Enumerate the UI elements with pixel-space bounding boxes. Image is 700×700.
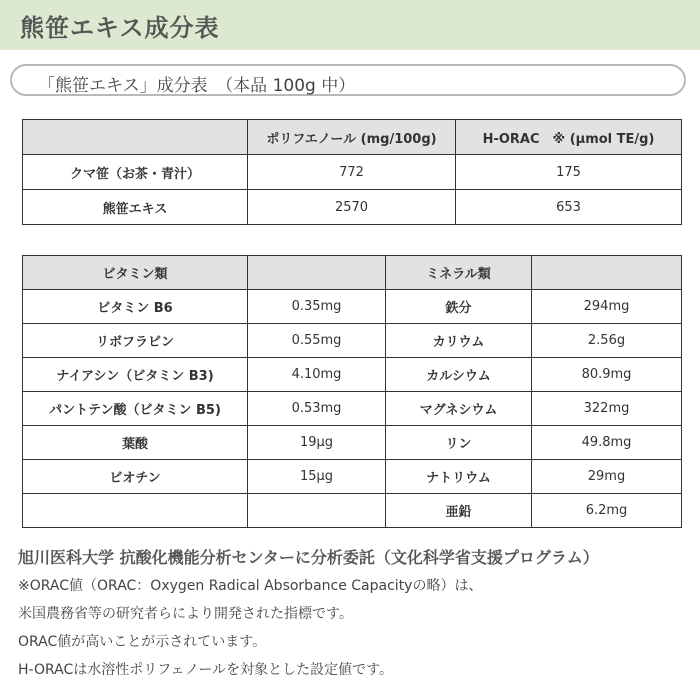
table-cell (23, 494, 248, 528)
note-line: H-ORACは水溶性ポリフェノールを対象とした設定値です。 (18, 662, 394, 678)
table-header-cell: H-ORAC ※ (μmol TE/g) (456, 120, 682, 155)
table-cell: 772 (248, 155, 456, 190)
table-cell: 322mg (532, 392, 682, 426)
table-cell: ナイアシン（ビタミン B3) (23, 358, 248, 392)
header-banner (0, 0, 700, 50)
table-row (23, 155, 682, 190)
table-cell: 鉄分 (386, 290, 532, 324)
notes-title: 旭川医科大学 抗酸化機能分析センターに分析委託（文化科学省支援プログラム） (18, 548, 599, 567)
note-line: ※ORAC値（ORAC：Oxygen Radical Absorbance Capacityの略）は、 (18, 578, 483, 594)
polyphenol-table (22, 119, 682, 225)
table-cell: 熊笹エキス (23, 190, 248, 225)
page-title: 熊笹エキス成分表 (20, 14, 220, 42)
table-row (23, 290, 682, 324)
table-cell: 葉酸 (23, 426, 248, 460)
table-header-cell (248, 256, 386, 290)
table-row (23, 426, 682, 460)
table-cell: ビタミン B6 (23, 290, 248, 324)
table-cell (248, 494, 386, 528)
table-cell: 6.2mg (532, 494, 682, 528)
table-cell: 2570 (248, 190, 456, 225)
table-row (23, 460, 682, 494)
table-cell: 49.8mg (532, 426, 682, 460)
table-cell: マグネシウム (386, 392, 532, 426)
table-row (23, 358, 682, 392)
notes-section (18, 545, 698, 689)
table-header-cell: ミネラル類 (386, 256, 532, 290)
table-cell: クマ笹（お茶・青汁） (23, 155, 248, 190)
table-header-cell: ビタミン類 (23, 256, 248, 290)
table-cell: パントテン酸（ビタミン B5) (23, 392, 248, 426)
nutrient-table (22, 255, 682, 528)
table-cell: ビオチン (23, 460, 248, 494)
table-cell: 0.35mg (248, 290, 386, 324)
table-cell: カルシウム (386, 358, 532, 392)
note-line: ORAC値が高いことが示されています。 (18, 634, 267, 650)
table-cell: ナトリウム (386, 460, 532, 494)
table-header-cell: ポリフエノール (mg/100g) (248, 120, 456, 155)
table-cell: 175 (456, 155, 682, 190)
table-row (23, 494, 682, 528)
table-row (23, 392, 682, 426)
table-cell: 0.55mg (248, 324, 386, 358)
table-cell: 80.9mg (532, 358, 682, 392)
table-cell: リン (386, 426, 532, 460)
table-row (23, 324, 682, 358)
table-header-row (23, 256, 682, 290)
table-cell: 15μg (248, 460, 386, 494)
table-cell: 653 (456, 190, 682, 225)
table-cell: 0.53mg (248, 392, 386, 426)
table-cell: 19μg (248, 426, 386, 460)
table-cell: カリウム (386, 324, 532, 358)
table-header-cell (532, 256, 682, 290)
table-row (23, 190, 682, 225)
note-line: 米国農務省等の研究者らにより開発された指標です。 (18, 606, 353, 622)
table-cell: 294mg (532, 290, 682, 324)
table-cell: 29mg (532, 460, 682, 494)
table-header-row (23, 120, 682, 155)
section-label-box (10, 64, 686, 96)
table-cell: 2.56g (532, 324, 682, 358)
table-cell: リボフラビン (23, 324, 248, 358)
table-header-cell (23, 120, 248, 155)
table-cell: 亜鉛 (386, 494, 532, 528)
table-cell: 4.10mg (248, 358, 386, 392)
section-label: 「熊笹エキス」成分表 （本品 100g 中） (38, 76, 356, 96)
